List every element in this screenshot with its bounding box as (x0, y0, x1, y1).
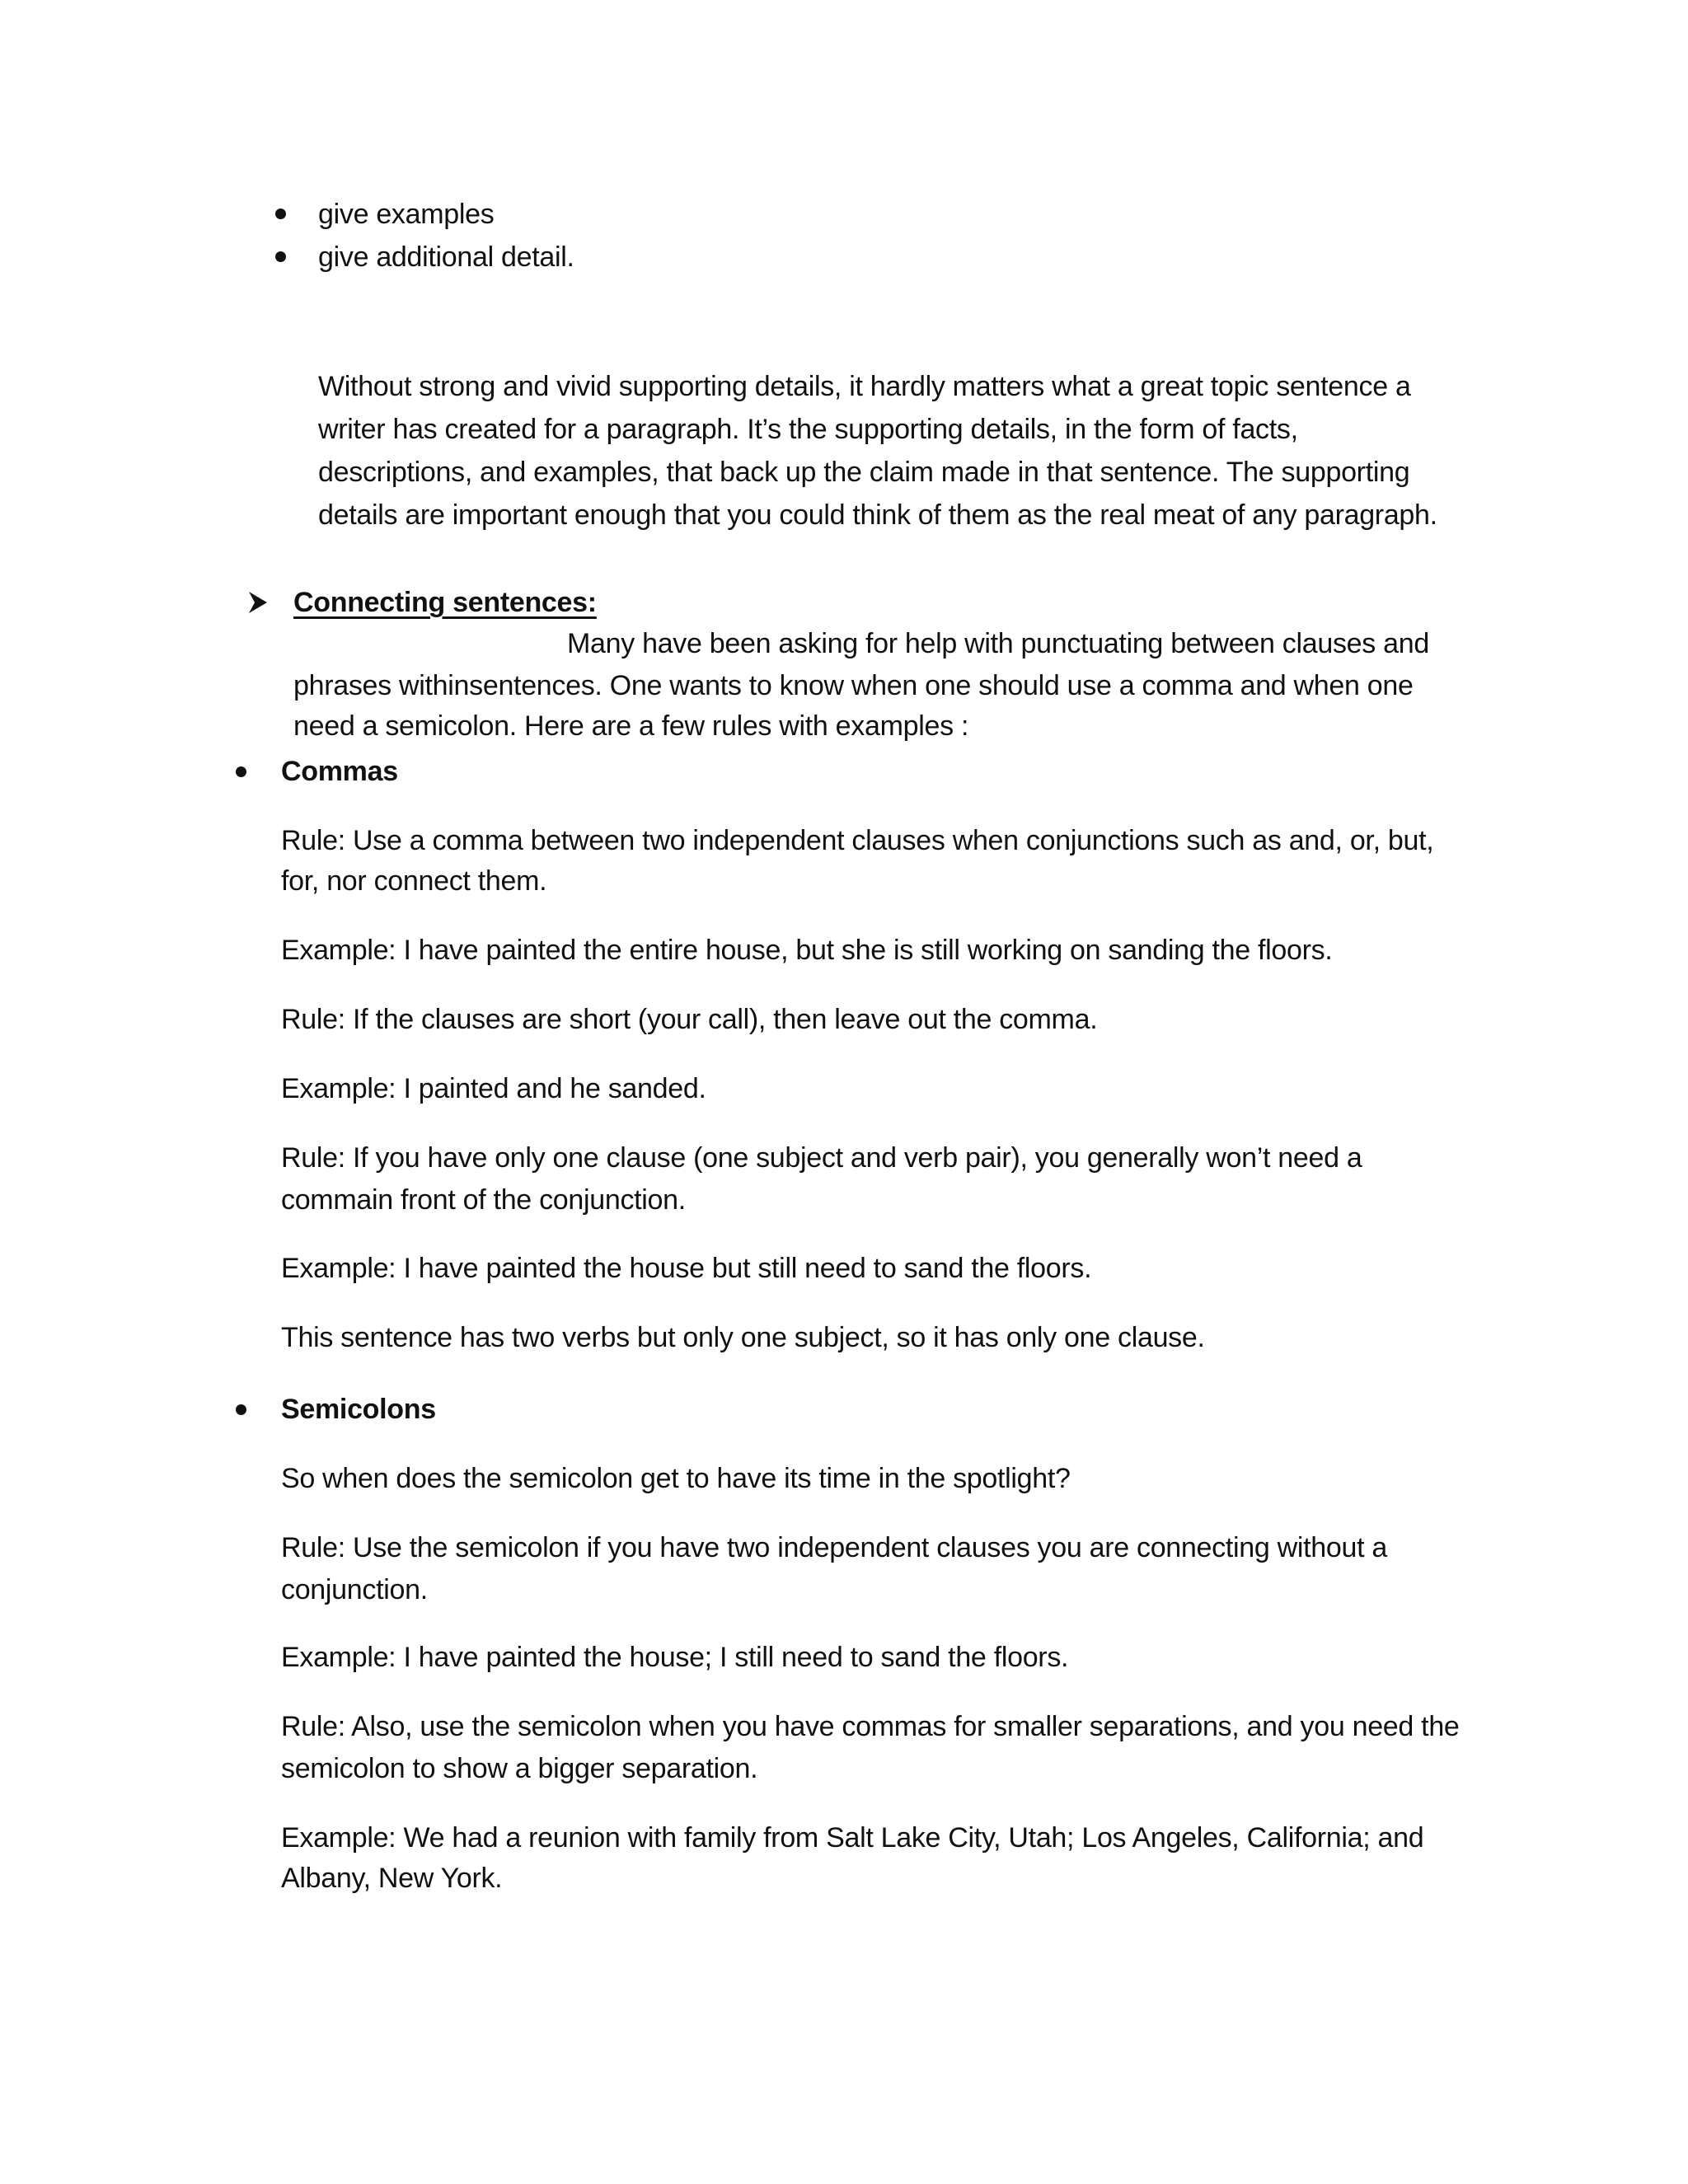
example-line: Example: I have painted the entire house, but she is still working on sanding the floors. (281, 935, 1333, 966)
example-line: Example: We had a reunion with family from Salt Lake City, Utah; Los Angeles, California; and (281, 1822, 1424, 1854)
rule-line: conjunction. (281, 1574, 428, 1605)
intro-line: need a semicolon. Here are a few rules with examples : (293, 710, 969, 742)
list-item: give additional detail. (318, 241, 574, 273)
example-line: Example: I painted and he sanded. (281, 1073, 706, 1104)
commas-title: Commas (281, 756, 398, 787)
arrow-bullet-icon (247, 590, 269, 615)
rule-line: semicolon to show a bigger separation. (281, 1753, 758, 1784)
paragraph-line: writer has created for a paragraph. It’s the supporting details, in the form of facts, (318, 414, 1298, 445)
bullet-icon (236, 1404, 246, 1415)
semicolons-title: Semicolons (281, 1394, 436, 1425)
list-item: give examples (318, 199, 495, 230)
intro-line: Many have been asking for help with punctuating between clauses and (567, 628, 1429, 659)
rule-line: Rule: If you have only one clause (one subject and verb pair), you generally won’t need a (281, 1142, 1362, 1174)
paragraph-line: descriptions, and examples, that back up the claim made in that sentence. The supporting (318, 457, 1410, 488)
rule-line: for, nor connect them. (281, 865, 547, 897)
bullet-icon (275, 209, 286, 219)
question-line: So when does the semicolon get to have its time in the spotlight? (281, 1463, 1071, 1494)
example-line: Albany, New York. (281, 1863, 503, 1894)
paragraph-line: details are important enough that you could think of them as the real meat of any paragraph. (318, 499, 1437, 531)
rule-line: Rule: Use the semicolon if you have two independent clauses you are connecting without a (281, 1532, 1387, 1563)
rule-line: Rule: Also, use the semicolon when you have commas for smaller separations, and you need the (281, 1711, 1460, 1742)
rule-line: Rule: If the clauses are short (your call), then leave out the comma. (281, 1004, 1098, 1035)
rule-line: Rule: Use a comma between two independent clauses when conjunctions such as and, or, but, (281, 825, 1434, 856)
intro-line: phrases withinsentences. One wants to know when one should use a comma and when one (293, 670, 1414, 701)
rule-line: commain front of the conjunction. (281, 1184, 686, 1216)
section-heading: Connecting sentences: (293, 587, 597, 618)
bullet-icon (275, 251, 286, 262)
note-line: This sentence has two verbs but only one subject, so it has only one clause. (281, 1322, 1205, 1353)
example-line: Example: I have painted the house but still need to sand the floors. (281, 1253, 1092, 1284)
paragraph-line: Without strong and vivid supporting details, it hardly matters what a great topic sentence a (318, 371, 1411, 402)
example-line: Example: I have painted the house; I still need to sand the floors. (281, 1642, 1069, 1673)
bullet-icon (236, 766, 246, 777)
